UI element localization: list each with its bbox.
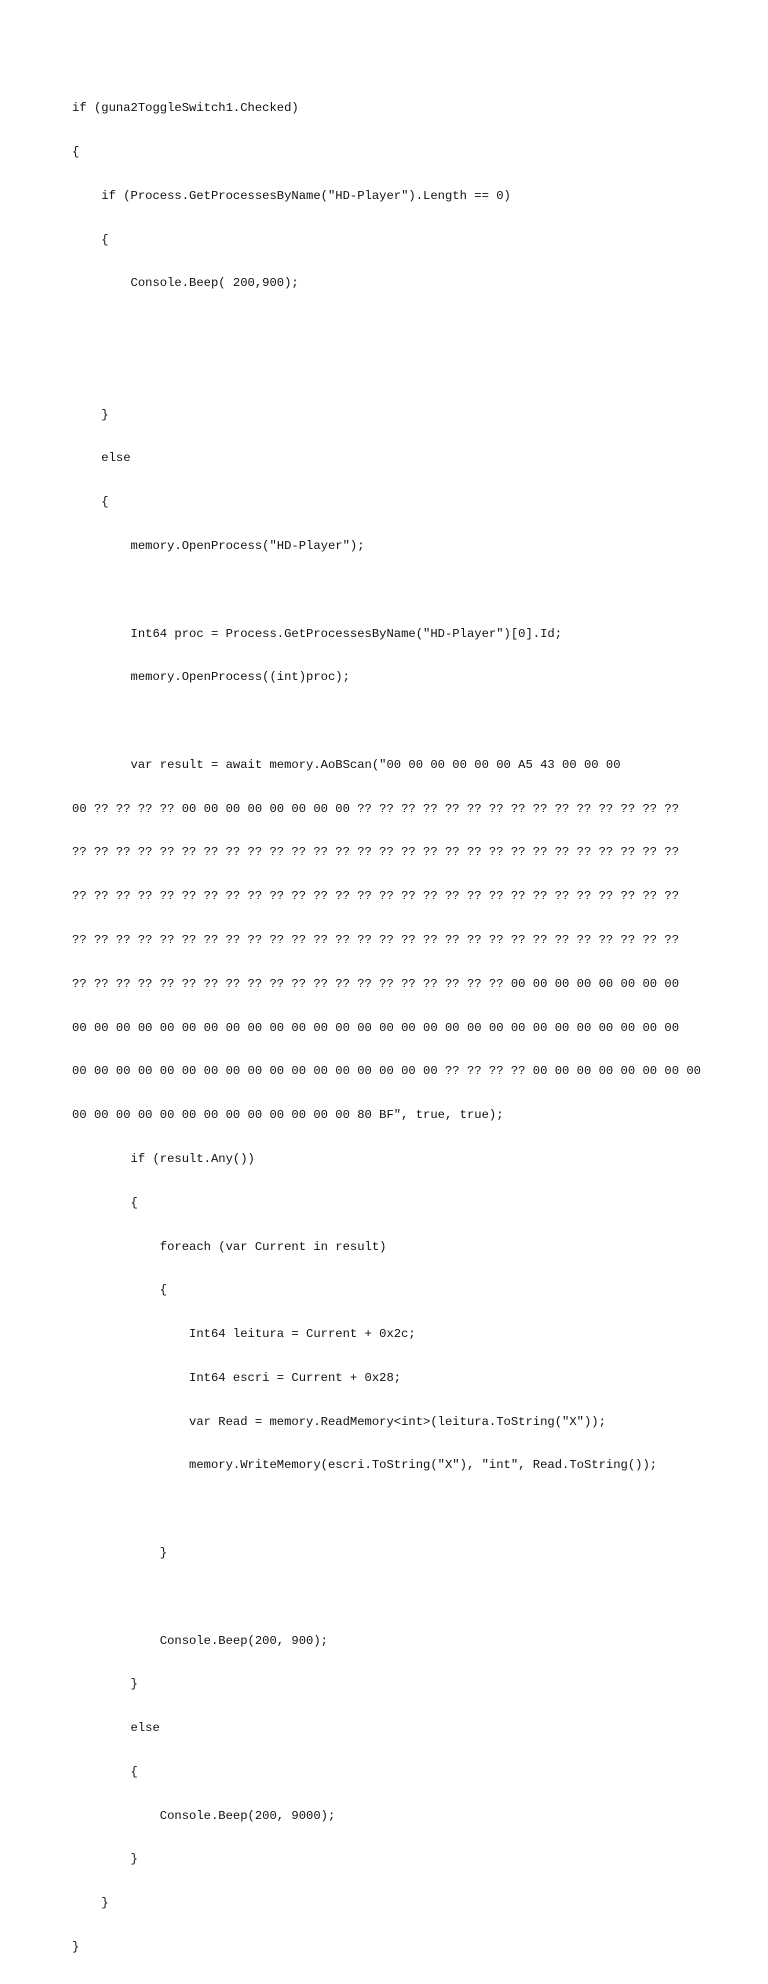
code-line: 00 00 00 00 00 00 00 00 00 00 00 00 00 00 00 00 00 ?? ?? ?? ?? 00 00 00 00 00 00 00 00 (72, 1064, 701, 1079)
code-line: { (72, 1283, 168, 1298)
code-line: } (72, 1545, 168, 1560)
code-line: 00 00 00 00 00 00 00 00 00 00 00 00 00 00 00 00 00 00 00 00 00 00 00 00 00 00 00 00 (72, 1020, 680, 1035)
code-line: memory.WriteMemory(escri.ToString("X"), "int", Read.ToString()); (72, 1458, 658, 1473)
code-line: if (guna2ToggleSwitch1.Checked) (72, 101, 299, 116)
code-line: Console.Beep(200, 900); (72, 1633, 328, 1648)
code-line: } (72, 1677, 138, 1692)
code-line: ?? ?? ?? ?? ?? ?? ?? ?? ?? ?? ?? ?? ?? ?? ?? ?? ?? ?? ?? ?? 00 00 00 00 00 00 00 00 (72, 976, 680, 991)
code-line: Console.Beep(200, 9000); (72, 1808, 336, 1823)
code-line: ?? ?? ?? ?? ?? ?? ?? ?? ?? ?? ?? ?? ?? ?? ?? ?? ?? ?? ?? ?? ?? ?? ?? ?? ?? ?? ?? ?? (72, 933, 680, 948)
code-line: { (72, 1764, 138, 1779)
code-line: else (72, 1721, 160, 1736)
code-line: if (result.Any()) (72, 1151, 255, 1166)
code-line: var result = await memory.AoBScan("00 00 00 00 00 00 A5 43 00 00 00 (72, 757, 621, 772)
code-line: } (72, 1896, 109, 1911)
code-line: memory.OpenProcess("HD-Player"); (72, 539, 365, 553)
code-line: } (72, 407, 109, 422)
code-line: foreach (var Current in result) (72, 1239, 387, 1254)
code-line: 00 00 00 00 00 00 00 00 00 00 00 00 00 80 BF", true, true); (72, 1108, 504, 1123)
code-line: { (72, 1195, 138, 1210)
code-line: } (72, 1940, 80, 1954)
code-line (72, 714, 701, 729)
code-block (72, 72, 701, 1984)
code-line: { (72, 495, 109, 510)
code-line (72, 320, 701, 335)
code-line: Int64 leitura = Current + 0x2c; (72, 1327, 416, 1342)
code-line: else (72, 451, 131, 466)
code-line: { (72, 144, 80, 159)
code-line (72, 1502, 701, 1517)
code-line: Int64 escri = Current + 0x28; (72, 1370, 402, 1385)
code-line: Console.Beep( 200,900); (72, 276, 299, 291)
code-line: 00 ?? ?? ?? ?? 00 00 00 00 00 00 00 00 ?? ?? ?? ?? ?? ?? ?? ?? ?? ?? ?? ?? ?? ?? ?? (72, 801, 680, 816)
code-line: ?? ?? ?? ?? ?? ?? ?? ?? ?? ?? ?? ?? ?? ?? ?? ?? ?? ?? ?? ?? ?? ?? ?? ?? ?? ?? ?? ?? (72, 889, 680, 904)
code-line (72, 1590, 701, 1605)
code-line (72, 583, 701, 598)
code-line: memory.OpenProcess((int)proc); (72, 670, 350, 685)
code-line: Int64 proc = Process.GetProcessesByName("HD-Player")[0].Id; (72, 626, 563, 641)
code-line (72, 364, 701, 379)
code-line: if (Process.GetProcessesByName("HD-Player").Length == 0) (72, 188, 511, 203)
code-line: var Read = memory.ReadMemory<int>(leitura.ToString("X")); (72, 1414, 606, 1429)
code-line: ?? ?? ?? ?? ?? ?? ?? ?? ?? ?? ?? ?? ?? ?? ?? ?? ?? ?? ?? ?? ?? ?? ?? ?? ?? ?? ?? ?? (72, 845, 680, 860)
code-line: { (72, 232, 109, 247)
code-line: } (72, 1852, 138, 1867)
